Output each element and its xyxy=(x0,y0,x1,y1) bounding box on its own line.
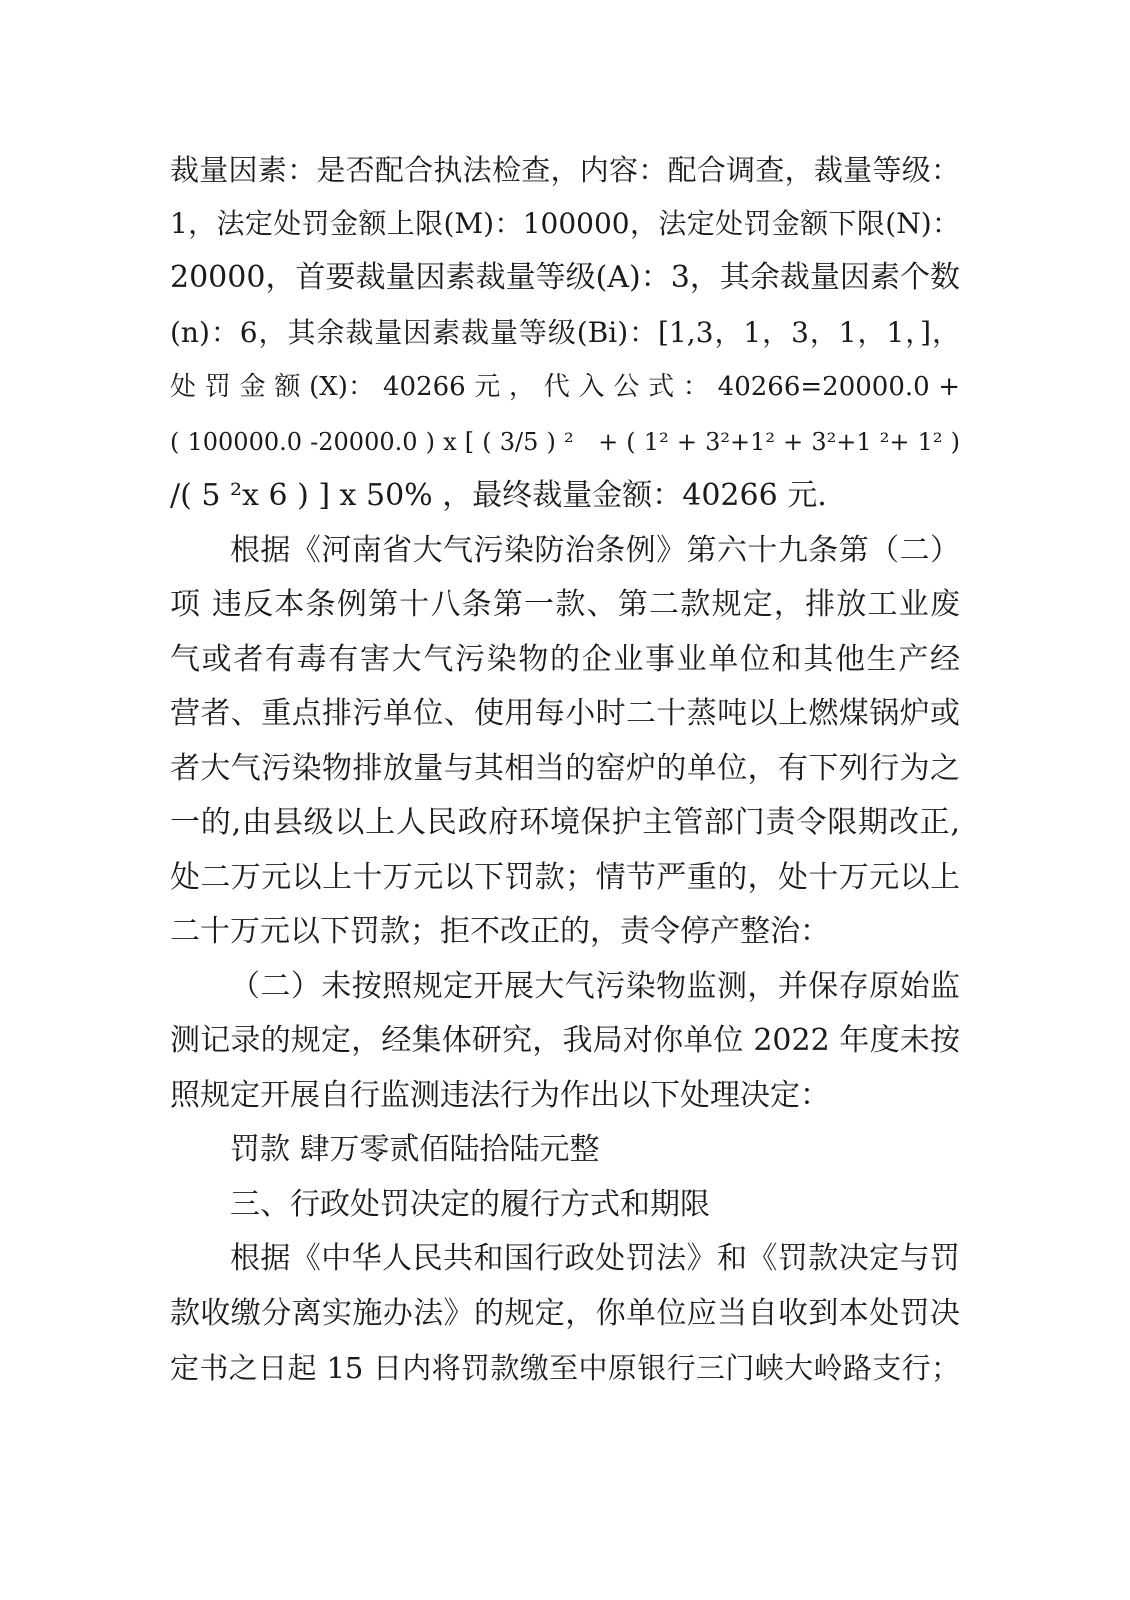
text-line: 1，法定处罚金额上限(M)：100000，法定处罚金额下限(N)： xyxy=(170,207,960,240)
paragraph-first-line: （二）未按照规定开展大气污染物监测，并保存原始监 xyxy=(230,969,960,1004)
text-line: 款收缴分离实施办法》的规定，你单位应当自收到本处罚决 xyxy=(170,1296,960,1331)
text-line: 营者、重点排污单位、使用每小时二十蒸吨以上燃煤锅炉或 xyxy=(170,696,960,731)
text-line: 定书之日起 15 日内将罚款缴至中原银行三门峡大岭路支行； xyxy=(170,1351,960,1385)
text-line: 二十万元以下罚款；拒不改正的，责令停产整治： xyxy=(170,914,830,949)
paragraph-first-line: 根据《河南省大气污染防治条例》第六十九条第（二） xyxy=(230,533,960,568)
text-line: 照规定开展自行监测违法行为作出以下处理决定： xyxy=(170,1078,830,1113)
text-line: 者大气污染物排放量与其相当的窑炉的单位，有下列行为之 xyxy=(170,751,960,786)
text-line: ( 100000.0 -20000.0 ) x [ ( 3/5 ) ² + ( 1² + 3²+1² + 3²+1 ²+ 1² ) xyxy=(170,428,960,456)
section-heading: 三、行政处罚决定的履行方式和期限 xyxy=(230,1187,710,1222)
text-line: 测记录的规定，经集体研究，我局对你单位 2022 年度未按 xyxy=(170,1023,960,1058)
text-line: (n)：6，其余裁量因素裁量等级(Bi)：[1,3，1，3，1，1，]， xyxy=(170,316,960,349)
text-line: 气或者有毒有害大气污染物的企业事业单位和其他生产经 xyxy=(170,642,960,677)
text-line: /( 5 ²x 6 ) ] x 50% ，最终裁量金额：40266 元. xyxy=(170,478,827,513)
text-line: 项 违反本条例第十八条第一款、第二款规定，排放工业废 xyxy=(170,587,960,622)
text-line: 处二万元以上十万元以下罚款；情节严重的，处十万元以上 xyxy=(170,860,960,895)
text-line: 裁量因素：是否配合执法检查，内容：配合调查，裁量等级： xyxy=(170,153,960,187)
text-line: 处 罚 金 额 (X)： 40266 元 ， 代 入 公 式 ： 40266=20000.0 + xyxy=(170,372,960,402)
text-line: 20000，首要裁量因素裁量等级(A)：3，其余裁量因素个数 xyxy=(170,260,960,295)
paragraph-first-line: 根据《中华人民共和国行政处罚法》和《罚款决定与罚 xyxy=(230,1241,960,1276)
penalty-amount: 罚款 肆万零贰佰陆拾陆元整 xyxy=(230,1132,600,1167)
text-line: 一的,由县级以上人民政府环境保护主管部门责令限期改正, xyxy=(170,805,960,840)
